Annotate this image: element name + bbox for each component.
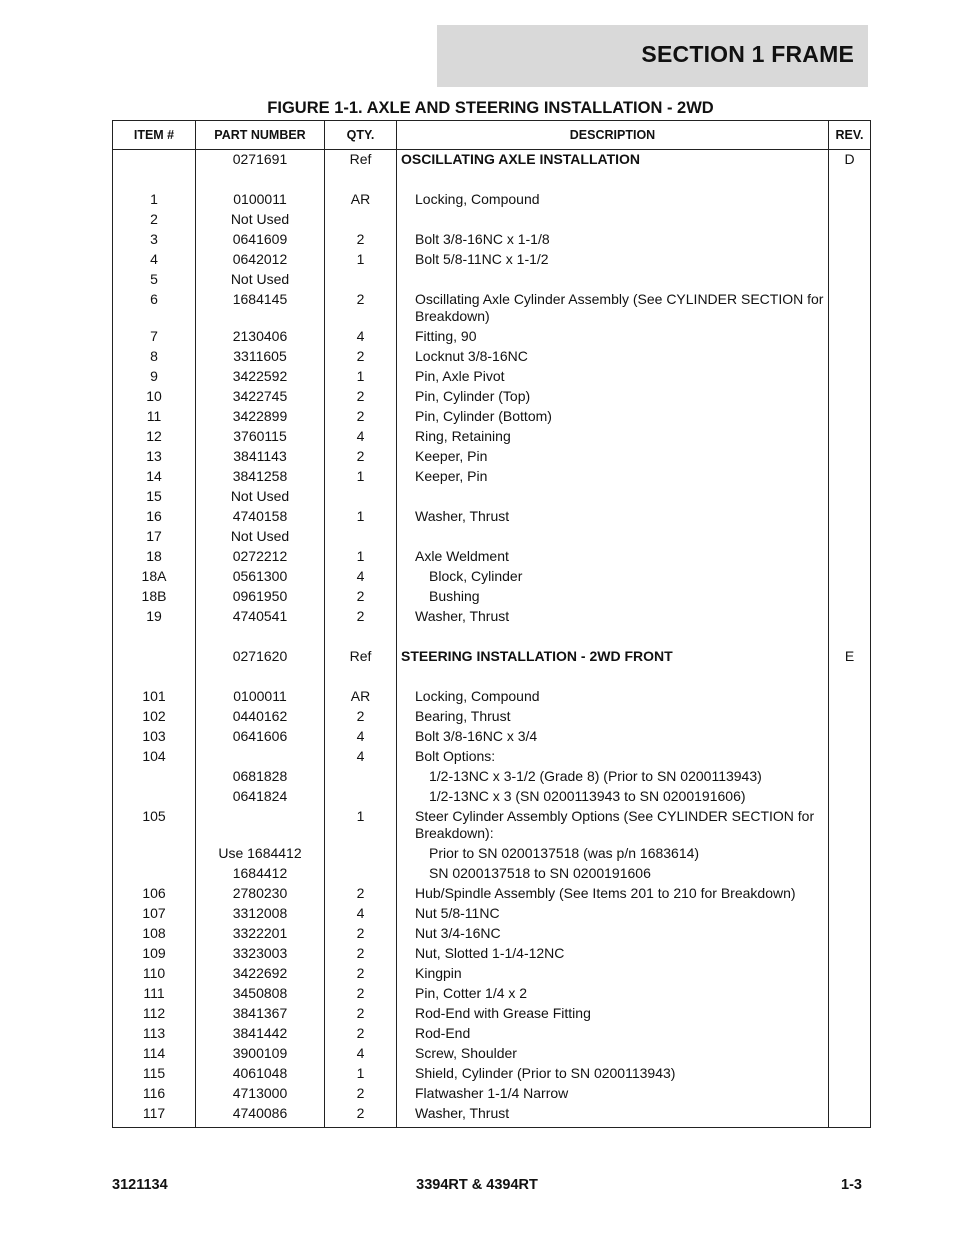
item-number-cell (113, 787, 196, 807)
item-number-cell: 107 (113, 904, 196, 924)
item-number-cell: 108 (113, 924, 196, 944)
part-number-cell: 3311605 (196, 347, 325, 367)
rev-cell (829, 844, 871, 864)
part-number-cell: 3450808 (196, 984, 325, 1004)
table-row (113, 507, 871, 527)
description-cell (397, 527, 829, 547)
item-number-cell: 16 (113, 507, 196, 527)
table-row (113, 250, 871, 270)
part-number-cell: 4061048 (196, 1064, 325, 1084)
parts-table-body (113, 150, 871, 1128)
description-cell: Bolt 5/8-11NC x 1-1/2 (397, 250, 829, 270)
qty-cell (325, 864, 397, 884)
rev-cell (829, 687, 871, 707)
description-cell: Nut 5/8-11NC (397, 904, 829, 924)
table-row (113, 527, 871, 547)
table-row (113, 270, 871, 290)
rev-cell (829, 190, 871, 210)
table-row (113, 387, 871, 407)
table-row (113, 1024, 871, 1044)
qty-cell: 2 (325, 607, 397, 627)
description-cell: Keeper, Pin (397, 447, 829, 467)
qty-cell: 4 (325, 1044, 397, 1064)
item-number-cell: 109 (113, 944, 196, 964)
item-number-cell: 14 (113, 467, 196, 487)
part-number-cell: 0100011 (196, 190, 325, 210)
description-cell: SN 0200137518 to SN 0200191606 (397, 864, 829, 884)
figure-title: FIGURE 1-1. AXLE AND STEERING INSTALLATION - 2WD (267, 99, 714, 117)
part-number-cell: 0961950 (196, 587, 325, 607)
rev-cell (829, 427, 871, 447)
description-cell: Washer, Thrust (397, 507, 829, 527)
table-row (113, 687, 871, 707)
item-number-cell: 18B (113, 587, 196, 607)
description-cell: Bearing, Thrust (397, 707, 829, 727)
part-number-cell: Not Used (196, 270, 325, 290)
rev-cell (829, 567, 871, 587)
description-cell: Rod-End with Grease Fitting (397, 1004, 829, 1024)
description-cell: Washer, Thrust (397, 607, 829, 627)
qty-cell: 4 (325, 747, 397, 767)
qty-cell (325, 270, 397, 290)
qty-cell: 2 (325, 387, 397, 407)
item-number-cell: 117 (113, 1104, 196, 1128)
rev-cell (829, 747, 871, 767)
header-description: DESCRIPTION (397, 121, 829, 150)
item-number-cell: 114 (113, 1044, 196, 1064)
qty-cell (325, 767, 397, 787)
item-number-cell: 112 (113, 1004, 196, 1024)
rev-cell (829, 1104, 871, 1128)
item-number-cell: 102 (113, 707, 196, 727)
table-row (113, 864, 871, 884)
table-row (113, 707, 871, 727)
description-cell: Keeper, Pin (397, 467, 829, 487)
rev-cell (829, 904, 871, 924)
rev-cell (829, 507, 871, 527)
description-cell: Oscillating Axle Cylinder Assembly (See CYLINDER SECTION for Breakdown) (397, 290, 829, 327)
table-row (113, 290, 871, 327)
footer-model: 3394RT & 4394RT (416, 1177, 538, 1193)
description-cell (397, 270, 829, 290)
spacer-cell (196, 667, 325, 687)
table-row (113, 1104, 871, 1128)
table-row (113, 567, 871, 587)
description-cell: Bushing (397, 587, 829, 607)
part-number-cell: 0641609 (196, 230, 325, 250)
footer-page-number: 1-3 (841, 1177, 862, 1193)
table-row (113, 944, 871, 964)
table-row (113, 150, 871, 170)
part-number-cell: 0681828 (196, 767, 325, 787)
rev-cell: D (829, 150, 871, 170)
rev-cell (829, 964, 871, 984)
description-cell: Hub/Spindle Assembly (See Items 201 to 210 for Breakdown) (397, 884, 829, 904)
qty-cell: AR (325, 190, 397, 210)
rev-cell (829, 727, 871, 747)
part-number-cell (196, 807, 325, 844)
item-number-cell: 11 (113, 407, 196, 427)
qty-cell (325, 210, 397, 230)
table-row (113, 607, 871, 627)
item-number-cell (113, 150, 196, 170)
qty-cell: 4 (325, 904, 397, 924)
description-cell: Locking, Compound (397, 190, 829, 210)
rev-cell (829, 807, 871, 844)
item-number-cell: 111 (113, 984, 196, 1004)
rev-cell (829, 387, 871, 407)
description-cell: 1/2-13NC x 3-1/2 (Grade 8) (Prior to SN 0200113943) (397, 767, 829, 787)
description-cell: Block, Cylinder (397, 567, 829, 587)
spacer-cell (196, 627, 325, 647)
table-row (113, 427, 871, 447)
item-number-cell: 7 (113, 327, 196, 347)
item-number-cell: 18A (113, 567, 196, 587)
rev-cell (829, 447, 871, 467)
spacer-row (113, 170, 871, 190)
item-number-cell: 116 (113, 1084, 196, 1104)
spacer-cell (113, 627, 196, 647)
item-number-cell: 104 (113, 747, 196, 767)
table-row (113, 467, 871, 487)
item-number-cell: 113 (113, 1024, 196, 1044)
qty-cell: 2 (325, 944, 397, 964)
table-row (113, 747, 871, 767)
header-qty: QTY. (325, 121, 397, 150)
rev-cell (829, 210, 871, 230)
item-number-cell: 103 (113, 727, 196, 747)
part-number-cell: 3422899 (196, 407, 325, 427)
table-row (113, 1064, 871, 1084)
item-number-cell: 101 (113, 687, 196, 707)
part-number-cell: 3900109 (196, 1044, 325, 1064)
description-cell: Ring, Retaining (397, 427, 829, 447)
part-number-cell: 3841143 (196, 447, 325, 467)
description-cell: Bolt Options: (397, 747, 829, 767)
part-number-cell: 0440162 (196, 707, 325, 727)
item-number-cell: 115 (113, 1064, 196, 1084)
qty-cell: 1 (325, 250, 397, 270)
rev-cell (829, 984, 871, 1004)
table-row (113, 487, 871, 507)
qty-cell (325, 787, 397, 807)
qty-cell: 2 (325, 1024, 397, 1044)
section-banner (437, 25, 868, 87)
part-number-cell: 4740158 (196, 507, 325, 527)
description-cell: Flatwasher 1-1/4 Narrow (397, 1084, 829, 1104)
item-number-cell (113, 647, 196, 667)
qty-cell: 2 (325, 1084, 397, 1104)
description-cell: Nut 3/4-16NC (397, 924, 829, 944)
description-cell: Shield, Cylinder (Prior to SN 0200113943) (397, 1064, 829, 1084)
description-cell: Kingpin (397, 964, 829, 984)
part-number-cell: 3760115 (196, 427, 325, 447)
rev-cell (829, 1024, 871, 1044)
part-number-cell: 3422745 (196, 387, 325, 407)
spacer-cell (829, 627, 871, 647)
part-number-cell: 4740541 (196, 607, 325, 627)
rev-cell (829, 270, 871, 290)
spacer-cell (397, 170, 829, 190)
part-number-cell: 3841258 (196, 467, 325, 487)
rev-cell (829, 407, 871, 427)
item-number-cell: 6 (113, 290, 196, 327)
qty-cell: AR (325, 687, 397, 707)
rev-cell (829, 924, 871, 944)
rev-cell (829, 467, 871, 487)
qty-cell: Ref (325, 647, 397, 667)
table-row (113, 407, 871, 427)
spacer-cell (829, 667, 871, 687)
description-cell: Rod-End (397, 1024, 829, 1044)
spacer-cell (397, 667, 829, 687)
item-number-cell: 3 (113, 230, 196, 250)
rev-cell: E (829, 647, 871, 667)
qty-cell: 2 (325, 1004, 397, 1024)
part-number-cell: Not Used (196, 210, 325, 230)
description-cell: Pin, Cylinder (Bottom) (397, 407, 829, 427)
rev-cell (829, 607, 871, 627)
table-row (113, 210, 871, 230)
description-cell: 1/2-13NC x 3 (SN 0200113943 to SN 0200191606) (397, 787, 829, 807)
item-number-cell (113, 864, 196, 884)
spacer-cell (325, 667, 397, 687)
qty-cell: 1 (325, 1064, 397, 1084)
qty-cell: 2 (325, 347, 397, 367)
qty-cell: 2 (325, 407, 397, 427)
qty-cell: 1 (325, 807, 397, 844)
table-row (113, 767, 871, 787)
table-row (113, 727, 871, 747)
item-number-cell: 2 (113, 210, 196, 230)
part-number-cell: 1684412 (196, 864, 325, 884)
rev-cell (829, 527, 871, 547)
part-number-cell: 0271691 (196, 150, 325, 170)
spacer-cell (829, 170, 871, 190)
rev-cell (829, 230, 871, 250)
description-cell: STEERING INSTALLATION - 2WD FRONT (397, 647, 829, 667)
table-row (113, 547, 871, 567)
rev-cell (829, 367, 871, 387)
table-row (113, 787, 871, 807)
qty-cell: 2 (325, 230, 397, 250)
spacer-cell (113, 170, 196, 190)
spacer-cell (325, 627, 397, 647)
rev-cell (829, 1064, 871, 1084)
part-number-cell: 2130406 (196, 327, 325, 347)
spacer-cell (113, 667, 196, 687)
part-number-cell: 4713000 (196, 1084, 325, 1104)
rev-cell (829, 864, 871, 884)
description-cell: Washer, Thrust (397, 1104, 829, 1128)
part-number-cell: 3841442 (196, 1024, 325, 1044)
item-number-cell (113, 844, 196, 864)
spacer-cell (397, 627, 829, 647)
qty-cell: 4 (325, 427, 397, 447)
description-cell (397, 487, 829, 507)
description-cell: OSCILLATING AXLE INSTALLATION (397, 150, 829, 170)
rev-cell (829, 944, 871, 964)
table-row (113, 807, 871, 844)
description-cell: Pin, Axle Pivot (397, 367, 829, 387)
part-number-cell: 0271620 (196, 647, 325, 667)
part-number-cell: 0642012 (196, 250, 325, 270)
table-row (113, 647, 871, 667)
item-number-cell: 17 (113, 527, 196, 547)
description-cell: Bolt 3/8-16NC x 1-1/8 (397, 230, 829, 250)
table-row (113, 964, 871, 984)
part-number-cell: 3312008 (196, 904, 325, 924)
rev-cell (829, 547, 871, 567)
qty-cell: 1 (325, 467, 397, 487)
qty-cell: 4 (325, 327, 397, 347)
part-number-cell: 0561300 (196, 567, 325, 587)
item-number-cell: 9 (113, 367, 196, 387)
spacer-row (113, 667, 871, 687)
description-cell: Screw, Shoulder (397, 1044, 829, 1064)
item-number-cell: 18 (113, 547, 196, 567)
rev-cell (829, 1004, 871, 1024)
part-number-cell: 3422592 (196, 367, 325, 387)
spacer-cell (196, 170, 325, 190)
part-number-cell: 3323003 (196, 944, 325, 964)
item-number-cell: 12 (113, 427, 196, 447)
spacer-row (113, 627, 871, 647)
table-row (113, 347, 871, 367)
part-number-cell: 3322201 (196, 924, 325, 944)
table-row (113, 190, 871, 210)
rev-cell (829, 250, 871, 270)
rev-cell (829, 487, 871, 507)
qty-cell: 1 (325, 547, 397, 567)
item-number-cell: 19 (113, 607, 196, 627)
qty-cell (325, 844, 397, 864)
rev-cell (829, 707, 871, 727)
description-cell: Locking, Compound (397, 687, 829, 707)
table-row (113, 1004, 871, 1024)
rev-cell (829, 327, 871, 347)
part-number-cell: 3841367 (196, 1004, 325, 1024)
parts-table (112, 120, 871, 1128)
qty-cell: 2 (325, 884, 397, 904)
table-row (113, 1044, 871, 1064)
qty-cell: 2 (325, 984, 397, 1004)
table-row (113, 230, 871, 250)
item-number-cell: 10 (113, 387, 196, 407)
part-number-cell: Not Used (196, 487, 325, 507)
rev-cell (829, 787, 871, 807)
part-number-cell: Not Used (196, 527, 325, 547)
description-cell: Axle Weldment (397, 547, 829, 567)
description-cell: Bolt 3/8-16NC x 3/4 (397, 727, 829, 747)
header-item: ITEM # (113, 121, 196, 150)
qty-cell (325, 487, 397, 507)
description-cell: Pin, Cotter 1/4 x 2 (397, 984, 829, 1004)
qty-cell: 4 (325, 567, 397, 587)
qty-cell: 2 (325, 924, 397, 944)
table-row (113, 367, 871, 387)
qty-cell: 1 (325, 507, 397, 527)
description-cell: Steer Cylinder Assembly Options (See CYLINDER SECTION for Breakdown): (397, 807, 829, 844)
item-number-cell: 110 (113, 964, 196, 984)
rev-cell (829, 767, 871, 787)
part-number-cell: 1684145 (196, 290, 325, 327)
qty-cell: 2 (325, 290, 397, 327)
qty-cell: 2 (325, 587, 397, 607)
description-cell: Prior to SN 0200137518 (was p/n 1683614) (397, 844, 829, 864)
item-number-cell: 5 (113, 270, 196, 290)
qty-cell: 2 (325, 1104, 397, 1128)
part-number-cell: 0272212 (196, 547, 325, 567)
item-number-cell (113, 767, 196, 787)
part-number-cell: 2780230 (196, 884, 325, 904)
table-row (113, 844, 871, 864)
table-row (113, 447, 871, 467)
table-row (113, 327, 871, 347)
rev-cell (829, 587, 871, 607)
rev-cell (829, 347, 871, 367)
qty-cell: 2 (325, 707, 397, 727)
header-part-number: PART NUMBER (196, 121, 325, 150)
table-row (113, 904, 871, 924)
item-number-cell: 13 (113, 447, 196, 467)
table-row (113, 884, 871, 904)
spacer-cell (325, 170, 397, 190)
rev-cell (829, 290, 871, 327)
qty-cell: Ref (325, 150, 397, 170)
description-cell (397, 210, 829, 230)
item-number-cell: 4 (113, 250, 196, 270)
item-number-cell: 15 (113, 487, 196, 507)
header-rev: REV. (829, 121, 871, 150)
qty-cell: 1 (325, 367, 397, 387)
item-number-cell: 1 (113, 190, 196, 210)
item-number-cell: 105 (113, 807, 196, 844)
footer-manual-number: 3121134 (112, 1177, 168, 1193)
rev-cell (829, 1084, 871, 1104)
description-cell: Nut, Slotted 1-1/4-12NC (397, 944, 829, 964)
description-cell: Pin, Cylinder (Top) (397, 387, 829, 407)
section-title: SECTION 1 FRAME (641, 41, 854, 67)
qty-cell: 4 (325, 727, 397, 747)
description-cell: Fitting, 90 (397, 327, 829, 347)
qty-cell: 2 (325, 964, 397, 984)
rev-cell (829, 1044, 871, 1064)
part-number-cell: 3422692 (196, 964, 325, 984)
rev-cell (829, 884, 871, 904)
qty-cell: 2 (325, 447, 397, 467)
part-number-cell: Use 1684412 (196, 844, 325, 864)
part-number-cell: 0641824 (196, 787, 325, 807)
table-row (113, 587, 871, 607)
table-header-row (113, 121, 871, 150)
table-row (113, 984, 871, 1004)
table-row (113, 924, 871, 944)
item-number-cell: 8 (113, 347, 196, 367)
table-row (113, 1084, 871, 1104)
qty-cell (325, 527, 397, 547)
part-number-cell: 0100011 (196, 687, 325, 707)
item-number-cell: 106 (113, 884, 196, 904)
part-number-cell: 4740086 (196, 1104, 325, 1128)
description-cell: Locknut 3/8-16NC (397, 347, 829, 367)
part-number-cell: 0641606 (196, 727, 325, 747)
part-number-cell (196, 747, 325, 767)
